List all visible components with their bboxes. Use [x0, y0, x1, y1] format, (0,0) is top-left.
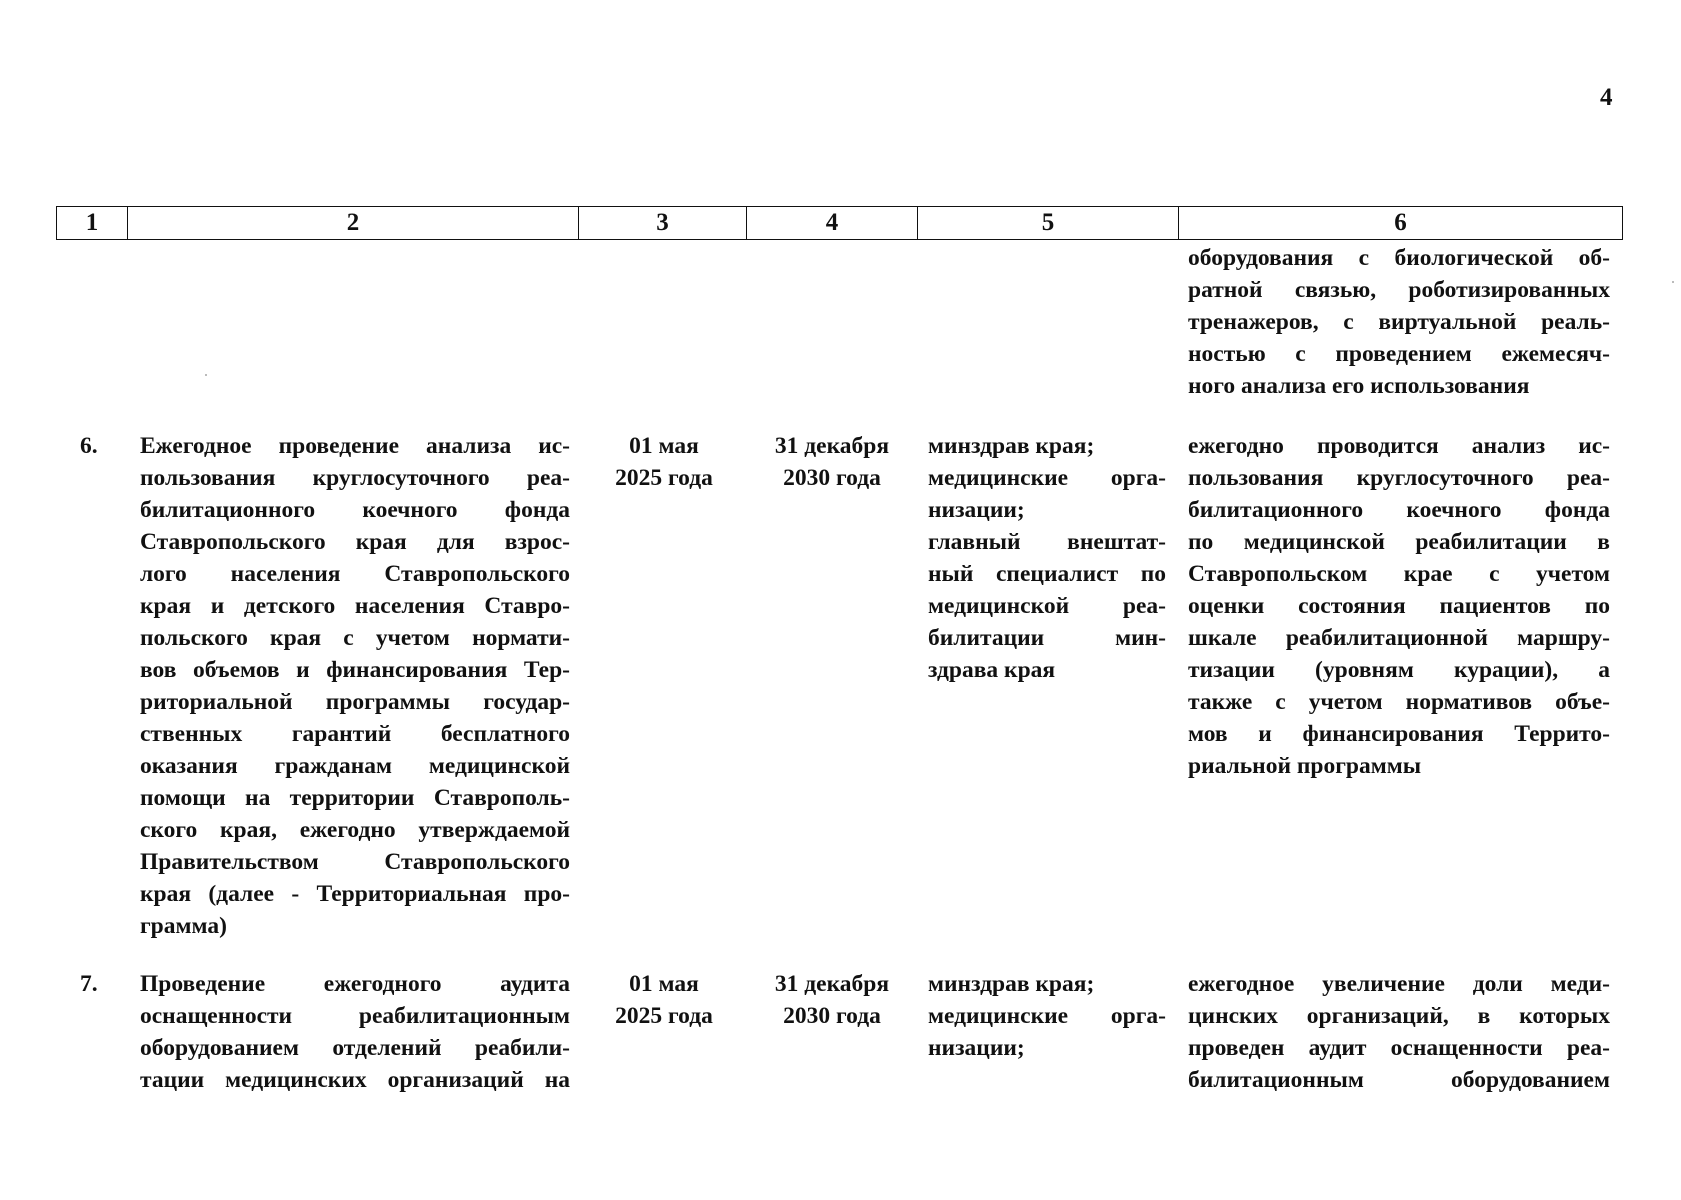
start-date-line: 01 мая	[629, 433, 699, 459]
responsible-line: здрава края	[928, 657, 1056, 683]
continuation-col6-line: оборудования с биологической об-	[1188, 245, 1610, 271]
event-description-line: лого населения Ставропольского	[140, 561, 570, 587]
scan-speck	[205, 374, 207, 376]
event-description-line: Ежегодное проведение анализа ис-	[140, 433, 570, 459]
end-date-line: 31 декабря	[774, 971, 890, 997]
responsible-line: низации;	[928, 1035, 1025, 1061]
event-description-line: вов объемов и финансирования Тер-	[140, 657, 570, 683]
responsible-line: минздрав края;	[928, 971, 1095, 997]
responsible-line: билитации мин-	[928, 625, 1166, 651]
event-description-line: Ставропольского края для взрос-	[140, 529, 570, 555]
expected-result-line: риальной программы	[1188, 753, 1422, 779]
expected-result-line: цинских организаций, в которых	[1188, 1003, 1610, 1029]
expected-result-line: также с учетом нормативов объе-	[1188, 689, 1610, 715]
event-description-line: помощи на территории Ставрополь-	[140, 785, 570, 811]
expected-result-line: по медицинской реабилитации в	[1188, 529, 1610, 555]
continuation-col6-line: ностью с проведением ежемесяч-	[1188, 341, 1610, 367]
event-description-line: тации медицинских организаций на	[140, 1067, 570, 1093]
event-description-line: ственных гарантий бесплатного	[140, 721, 570, 747]
start-date-line: 2025 года	[615, 1003, 713, 1029]
continuation-col6-line: тренажеров, с виртуальной реаль-	[1188, 309, 1610, 335]
expected-result-line: Ставропольском крае с учетом	[1188, 561, 1610, 587]
event-description-line: польского края с учетом нормати-	[140, 625, 570, 651]
responsible-line: ный специалист по	[928, 561, 1166, 587]
event-description-line: края и детского населения Ставро-	[140, 593, 570, 619]
expected-result-line: пользования круглосуточного реа-	[1188, 465, 1610, 491]
event-description-line: Правительством Ставропольского	[140, 849, 570, 875]
expected-result-line: проведен аудит оснащенности реа-	[1188, 1035, 1610, 1061]
event-description-line: риториальной программы государ-	[140, 689, 570, 715]
start-date-line: 2025 года	[615, 465, 713, 491]
responsible-line: главный внештат-	[928, 529, 1166, 555]
header-col-3: 3	[579, 207, 747, 240]
event-description-line: оснащенности реабилитационным	[140, 1003, 570, 1029]
expected-result-line: ежегодное увеличение доли меди-	[1188, 971, 1610, 997]
expected-result-line: оценки состояния пациентов по	[1188, 593, 1610, 619]
header-col-6: 6	[1179, 207, 1623, 240]
event-description-line: оборудованием отделений реабили-	[140, 1035, 570, 1061]
event-description-line: пользования круглосуточного реа-	[140, 465, 570, 491]
expected-result-line: ежегодно проводится анализ ис-	[1188, 433, 1610, 459]
header-col-4: 4	[747, 207, 918, 240]
continuation-col6-line: ратной связью, роботизированных	[1188, 277, 1610, 303]
event-description-line: Проведение ежегодного аудита	[140, 971, 570, 997]
expected-result-line: тизации (уровням курации), а	[1188, 657, 1610, 683]
responsible-line: медицинские орга-	[928, 465, 1166, 491]
column-number-header	[56, 206, 1623, 240]
expected-result-line: билитационного коечного фонда	[1188, 497, 1610, 523]
continuation-col6-line: ного анализа его использования	[1188, 373, 1530, 399]
end-date-line: 2030 года	[783, 465, 881, 491]
header-col-2: 2	[128, 207, 579, 240]
page-number: 4	[1600, 84, 1613, 111]
expected-result-line: билитационным оборудованием	[1188, 1067, 1610, 1093]
row-number: 7.	[80, 971, 98, 997]
end-date-line: 31 декабря	[774, 433, 890, 459]
row-number: 6.	[80, 433, 98, 459]
scan-speck	[1672, 281, 1674, 283]
responsible-line: низации;	[928, 497, 1025, 523]
expected-result-line: мов и финансирования Террито-	[1188, 721, 1610, 747]
event-description-line: края (далее - Территориальная про-	[140, 881, 570, 907]
event-description-line: грамма)	[140, 913, 227, 939]
end-date-line: 2030 года	[783, 1003, 881, 1029]
start-date-line: 01 мая	[629, 971, 699, 997]
event-description-line: ского края, ежегодно утверждаемой	[140, 817, 570, 843]
event-description-line: билитационного коечного фонда	[140, 497, 570, 523]
header-col-5: 5	[918, 207, 1179, 240]
event-description-line: оказания гражданам медицинской	[140, 753, 570, 779]
responsible-line: медицинской реа-	[928, 593, 1166, 619]
expected-result-line: шкале реабилитационной маршру-	[1188, 625, 1610, 651]
header-col-1: 1	[57, 207, 128, 240]
responsible-line: минздрав края;	[928, 433, 1095, 459]
responsible-line: медицинские орга-	[928, 1003, 1166, 1029]
